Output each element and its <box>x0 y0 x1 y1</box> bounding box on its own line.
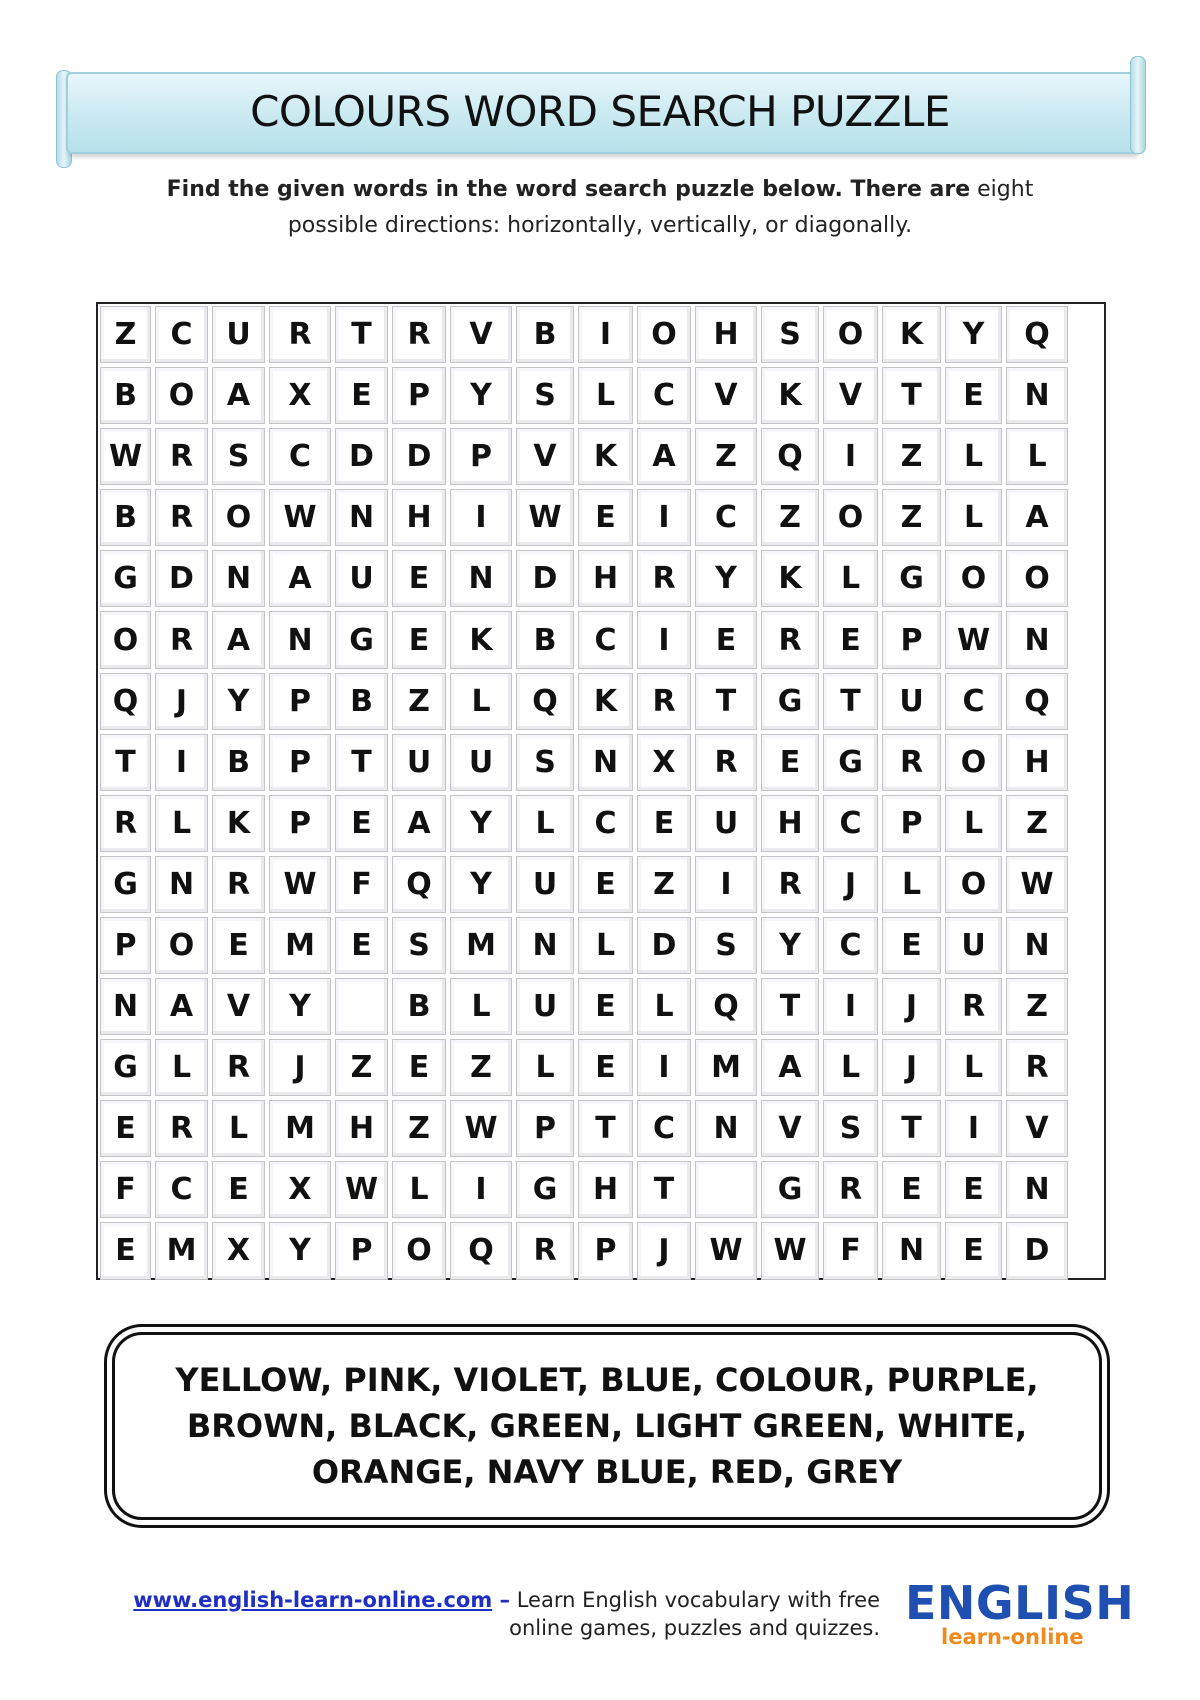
grid-cell[interactable]: B <box>100 367 151 424</box>
grid-cell[interactable]: K <box>882 306 941 363</box>
grid-cell[interactable]: L <box>578 917 633 974</box>
grid-cell[interactable]: G <box>761 1161 819 1218</box>
grid-cell[interactable] <box>695 1161 757 1218</box>
grid-cell[interactable]: S <box>761 306 819 363</box>
grid-cell[interactable]: N <box>1006 367 1068 424</box>
grid-cell[interactable]: R <box>945 978 1002 1035</box>
grid-cell[interactable]: Q <box>1006 673 1068 730</box>
word-list-line: ORANGE, NAVY BLUE, RED, GREY <box>311 1453 903 1491</box>
grid-cell[interactable]: Z <box>100 306 151 363</box>
grid-cell[interactable]: E <box>882 917 941 974</box>
grid-cell[interactable]: A <box>269 550 331 607</box>
grid-cell[interactable]: W <box>335 1161 388 1218</box>
grid-cell[interactable]: W <box>269 856 331 913</box>
grid-cell[interactable]: Z <box>882 489 941 546</box>
grid-cell[interactable]: T <box>578 1100 633 1157</box>
grid-cell[interactable]: I <box>155 734 208 791</box>
grid-cell[interactable]: W <box>450 1100 512 1157</box>
grid-cell[interactable]: M <box>450 917 512 974</box>
grid-cell[interactable]: L <box>823 550 878 607</box>
grid-cell[interactable]: Y <box>450 795 512 852</box>
grid-cell[interactable]: Z <box>335 1039 388 1096</box>
grid-cell[interactable]: E <box>882 1161 941 1218</box>
grid-cell[interactable]: E <box>100 1222 151 1279</box>
grid-cell[interactable]: L <box>637 978 691 1035</box>
grid-cell[interactable]: R <box>392 306 446 363</box>
grid-cell[interactable]: B <box>335 673 388 730</box>
grid-cell[interactable]: R <box>155 428 208 485</box>
grid-cell[interactable]: I <box>450 489 512 546</box>
grid-cell[interactable]: J <box>823 856 878 913</box>
grid-cell[interactable]: L <box>516 1039 574 1096</box>
grid-cell[interactable]: N <box>212 550 265 607</box>
grid-cell[interactable]: D <box>1006 1222 1068 1279</box>
grid-cell[interactable]: W <box>945 611 1002 668</box>
grid-cell[interactable]: E <box>578 978 633 1035</box>
grid-cell[interactable]: Y <box>945 306 1002 363</box>
footer-tagline-2: online games, puzzles and quizzes. <box>509 1616 880 1640</box>
grid-cell[interactable]: E <box>335 917 388 974</box>
grid-cell[interactable]: Y <box>450 856 512 913</box>
grid-cell[interactable]: H <box>335 1100 388 1157</box>
grid-cell[interactable]: E <box>212 917 265 974</box>
grid-cell[interactable]: L <box>578 367 633 424</box>
grid-cell[interactable]: I <box>637 1039 691 1096</box>
grid-cell[interactable]: I <box>578 306 633 363</box>
grid-cell[interactable]: T <box>823 673 878 730</box>
grid-cell[interactable]: P <box>100 917 151 974</box>
grid-cell[interactable]: V <box>823 367 878 424</box>
grid-cell[interactable]: C <box>578 611 633 668</box>
grid-cell[interactable]: X <box>269 1161 331 1218</box>
grid-cell[interactable]: R <box>637 673 691 730</box>
grid-cell[interactable]: E <box>335 795 388 852</box>
grid-cell[interactable]: R <box>1006 1039 1068 1096</box>
grid-cell[interactable]: E <box>578 856 633 913</box>
grid-cell[interactable]: R <box>695 734 757 791</box>
grid-cell[interactable]: Z <box>392 1100 446 1157</box>
grid-cell[interactable]: U <box>695 795 757 852</box>
grid-cell[interactable]: C <box>945 673 1002 730</box>
grid-cell[interactable]: L <box>450 673 512 730</box>
grid-cell[interactable]: R <box>155 1100 208 1157</box>
grid-cell[interactable]: Y <box>695 550 757 607</box>
grid-cell[interactable]: E <box>761 734 819 791</box>
grid-cell[interactable]: V <box>516 428 574 485</box>
grid-cell[interactable]: V <box>1006 1100 1068 1157</box>
grid-cell[interactable]: G <box>335 611 388 668</box>
grid-cell[interactable]: E <box>695 611 757 668</box>
instructions-direction-count: eight <box>970 177 1034 202</box>
grid-cell[interactable]: M <box>269 917 331 974</box>
grid-cell[interactable]: L <box>212 1100 265 1157</box>
grid-cell[interactable]: L <box>450 978 512 1035</box>
grid-cell[interactable]: R <box>269 306 331 363</box>
grid-cell[interactable]: N <box>155 856 208 913</box>
word-list-line: YELLOW, PINK, VIOLET, BLUE, COLOUR, PURPLE, <box>175 1361 1039 1399</box>
grid-cell[interactable]: N <box>516 917 574 974</box>
grid-cell[interactable]: L <box>945 1039 1002 1096</box>
grid-cell[interactable]: S <box>516 734 574 791</box>
grid-cell[interactable]: N <box>882 1222 941 1279</box>
grid-cell[interactable]: G <box>100 856 151 913</box>
grid-cell[interactable]: S <box>392 917 446 974</box>
grid-cell[interactable]: O <box>823 306 878 363</box>
grid-cell[interactable]: Q <box>1006 306 1068 363</box>
grid-cell[interactable]: W <box>761 1222 819 1279</box>
grid-cell[interactable]: R <box>155 611 208 668</box>
grid-cell[interactable]: F <box>335 856 388 913</box>
grid-cell[interactable]: N <box>269 611 331 668</box>
instructions <box>100 172 1100 244</box>
grid-cell[interactable]: P <box>269 795 331 852</box>
grid-cell[interactable]: V <box>450 306 512 363</box>
instructions-directions: possible directions: horizontally, vertically, or diagonally. <box>287 213 913 238</box>
grid-cell[interactable]: C <box>695 489 757 546</box>
grid-cell[interactable]: S <box>516 367 574 424</box>
grid-cell[interactable]: U <box>212 306 265 363</box>
logo-main-text: ENGLISH <box>905 1576 1135 1630</box>
logo-sub-text: learn-online <box>941 1625 1084 1649</box>
grid-cell[interactable]: T <box>637 1161 691 1218</box>
grid-cell[interactable]: G <box>761 673 819 730</box>
grid-cell[interactable]: A <box>155 978 208 1035</box>
grid-cell[interactable]: P <box>578 1222 633 1279</box>
grid-cell[interactable]: L <box>945 489 1002 546</box>
grid-cell[interactable]: P <box>269 734 331 791</box>
grid-cell[interactable]: S <box>212 428 265 485</box>
grid-cell[interactable]: T <box>882 1100 941 1157</box>
grid-cell[interactable]: J <box>882 1039 941 1096</box>
grid-cell[interactable]: K <box>578 673 633 730</box>
grid-cell[interactable]: L <box>1006 428 1068 485</box>
grid-cell[interactable]: L <box>155 1039 208 1096</box>
grid-cell[interactable]: E <box>945 1222 1002 1279</box>
grid-cell[interactable]: G <box>882 550 941 607</box>
grid-cell[interactable]: U <box>450 734 512 791</box>
grid-cell[interactable]: D <box>637 917 691 974</box>
grid-cell[interactable]: Q <box>450 1222 512 1279</box>
grid-cell[interactable]: N <box>335 489 388 546</box>
grid-cell[interactable]: E <box>945 1161 1002 1218</box>
grid-cell[interactable]: S <box>823 1100 878 1157</box>
grid-cell[interactable]: L <box>516 795 574 852</box>
grid-cell[interactable]: R <box>212 1039 265 1096</box>
grid-cell[interactable] <box>335 978 388 1035</box>
grid-cell[interactable]: E <box>335 367 388 424</box>
grid-cell[interactable]: G <box>100 550 151 607</box>
grid-cell[interactable]: R <box>761 856 819 913</box>
grid-cell[interactable]: H <box>578 550 633 607</box>
grid-cell[interactable]: N <box>578 734 633 791</box>
english-learn-online-logo <box>905 1576 1135 1650</box>
grid-cell[interactable]: K <box>761 550 819 607</box>
grid-cell[interactable]: Q <box>100 673 151 730</box>
grid-cell[interactable]: V <box>761 1100 819 1157</box>
grid-cell[interactable]: E <box>945 367 1002 424</box>
grid-cell[interactable]: H <box>1006 734 1068 791</box>
grid-cell[interactable]: U <box>516 856 574 913</box>
grid-cell[interactable]: I <box>823 428 878 485</box>
grid-cell[interactable]: I <box>823 978 878 1035</box>
grid-cell[interactable]: P <box>269 673 331 730</box>
grid-cell[interactable]: H <box>695 306 757 363</box>
grid-cell[interactable]: V <box>212 978 265 1035</box>
grid-cell[interactable]: E <box>392 611 446 668</box>
grid-cell[interactable]: J <box>269 1039 331 1096</box>
grid-cell[interactable]: R <box>637 550 691 607</box>
grid-cell[interactable]: G <box>100 1039 151 1096</box>
footer-tagline-1: Learn English vocabulary with free <box>510 1588 880 1612</box>
page-title: COLOURS WORD SEARCH PUZZLE <box>250 86 950 136</box>
grid-cell[interactable]: B <box>516 611 574 668</box>
grid-cell[interactable]: S <box>695 917 757 974</box>
grid-cell[interactable]: L <box>945 428 1002 485</box>
grid-cell[interactable]: R <box>212 856 265 913</box>
grid-cell[interactable]: Q <box>761 428 819 485</box>
grid-cell[interactable]: M <box>155 1222 208 1279</box>
grid-cell[interactable]: G <box>823 734 878 791</box>
grid-cell[interactable]: E <box>392 550 446 607</box>
grid-cell[interactable]: I <box>945 1100 1002 1157</box>
footer <box>110 1586 880 1642</box>
grid-cell[interactable]: Q <box>695 978 757 1035</box>
grid-cell[interactable]: Z <box>882 428 941 485</box>
grid-cell[interactable]: L <box>155 795 208 852</box>
grid-cell[interactable]: C <box>823 795 878 852</box>
grid-cell[interactable]: W <box>269 489 331 546</box>
grid-cell[interactable]: N <box>1006 917 1068 974</box>
grid-cell[interactable]: O <box>945 734 1002 791</box>
grid-cell[interactable]: E <box>392 1039 446 1096</box>
grid-cell[interactable]: J <box>882 978 941 1035</box>
grid-cell[interactable]: G <box>516 1161 574 1218</box>
grid-cell[interactable]: A <box>212 367 265 424</box>
grid-cell[interactable]: F <box>823 1222 878 1279</box>
grid-cell[interactable]: O <box>945 550 1002 607</box>
grid-cell[interactable]: D <box>335 428 388 485</box>
grid-cell[interactable]: T <box>761 978 819 1035</box>
word-list-line: BROWN, BLACK, GREEN, LIGHT GREEN, WHITE, <box>186 1407 1028 1445</box>
grid-cell[interactable]: N <box>450 550 512 607</box>
grid-cell[interactable]: E <box>212 1161 265 1218</box>
grid-cell[interactable]: R <box>100 795 151 852</box>
footer-dash: – <box>492 1588 511 1612</box>
grid-cell[interactable]: Z <box>1006 978 1068 1035</box>
grid-cell[interactable]: X <box>269 367 331 424</box>
grid-cell[interactable]: M <box>269 1100 331 1157</box>
grid-cell[interactable]: B <box>212 734 265 791</box>
grid-cell[interactable]: I <box>637 611 691 668</box>
grid-cell[interactable]: O <box>100 611 151 668</box>
grid-cell[interactable]: X <box>212 1222 265 1279</box>
grid-cell[interactable]: K <box>761 367 819 424</box>
grid-cell[interactable]: Y <box>761 917 819 974</box>
grid-cell[interactable]: O <box>823 489 878 546</box>
grid-cell[interactable]: L <box>882 856 941 913</box>
grid-cell[interactable]: L <box>392 1161 446 1218</box>
grid-cell[interactable]: C <box>155 306 208 363</box>
grid-cell[interactable]: F <box>100 1161 151 1218</box>
grid-cell[interactable]: L <box>945 795 1002 852</box>
grid-cell[interactable]: C <box>269 428 331 485</box>
grid-cell[interactable]: A <box>392 795 446 852</box>
grid-cell[interactable]: L <box>823 1039 878 1096</box>
grid-cell[interactable]: E <box>637 795 691 852</box>
grid-cell[interactable]: O <box>212 489 265 546</box>
grid-cell[interactable]: P <box>392 367 446 424</box>
grid-cell[interactable]: P <box>335 1222 388 1279</box>
grid-cell[interactable]: Z <box>695 428 757 485</box>
grid-cell[interactable]: B <box>516 306 574 363</box>
word-search-grid[interactable] <box>96 302 1106 1280</box>
grid-cell[interactable]: C <box>637 1100 691 1157</box>
grid-cell[interactable]: A <box>637 428 691 485</box>
site-link[interactable]: www.english-learn-online.com <box>133 1588 493 1612</box>
grid-cell[interactable]: U <box>516 978 574 1035</box>
grid-cell[interactable]: E <box>823 611 878 668</box>
grid-cell[interactable]: P <box>882 611 941 668</box>
grid-cell[interactable]: C <box>155 1161 208 1218</box>
grid-cell[interactable]: R <box>882 734 941 791</box>
grid-cell[interactable]: J <box>637 1222 691 1279</box>
grid-cell[interactable]: U <box>392 734 446 791</box>
grid-cell[interactable]: R <box>155 489 208 546</box>
grid-cell[interactable]: W <box>100 428 151 485</box>
grid-cell[interactable]: D <box>516 550 574 607</box>
grid-cell[interactable]: N <box>100 978 151 1035</box>
grid-cell[interactable]: A <box>1006 489 1068 546</box>
grid-cell[interactable]: Z <box>450 1039 512 1096</box>
grid-cell[interactable]: K <box>212 795 265 852</box>
grid-cell[interactable]: B <box>100 489 151 546</box>
title-banner <box>56 62 1146 160</box>
grid-cell[interactable]: E <box>100 1100 151 1157</box>
grid-cell[interactable]: A <box>212 611 265 668</box>
instructions-lead: Find the given words in the word search puzzle below. There are <box>166 177 971 202</box>
grid-cell[interactable]: N <box>1006 611 1068 668</box>
grid-cell[interactable]: Z <box>392 673 446 730</box>
grid-cell[interactable]: X <box>637 734 691 791</box>
grid-cell[interactable]: C <box>578 795 633 852</box>
grid-cell[interactable]: Y <box>212 673 265 730</box>
grid-cell[interactable]: Z <box>761 489 819 546</box>
grid-cell[interactable]: E <box>578 1039 633 1096</box>
grid-cell[interactable]: P <box>516 1100 574 1157</box>
grid-cell[interactable]: Q <box>392 856 446 913</box>
grid-cell[interactable]: D <box>155 550 208 607</box>
word-list-box <box>112 1332 1102 1520</box>
grid-cell[interactable]: O <box>392 1222 446 1279</box>
grid-cell[interactable]: I <box>450 1161 512 1218</box>
grid-cell[interactable]: T <box>100 734 151 791</box>
grid-cell[interactable]: Y <box>269 1222 331 1279</box>
grid-cell[interactable]: A <box>761 1039 819 1096</box>
grid-cell[interactable]: V <box>695 367 757 424</box>
grid-cell[interactable]: J <box>155 673 208 730</box>
grid-cell[interactable]: I <box>637 489 691 546</box>
grid-cell[interactable]: P <box>450 428 512 485</box>
grid-cell[interactable]: H <box>392 489 446 546</box>
grid-cell[interactable]: P <box>882 795 941 852</box>
grid-cell[interactable]: T <box>695 673 757 730</box>
grid-cell[interactable]: U <box>882 673 941 730</box>
grid-cell[interactable]: U <box>945 917 1002 974</box>
grid-cell[interactable]: O <box>637 306 691 363</box>
grid-cell[interactable]: N <box>695 1100 757 1157</box>
grid-cell[interactable]: U <box>335 550 388 607</box>
grid-cell[interactable]: Q <box>516 673 574 730</box>
grid-cell[interactable]: T <box>882 367 941 424</box>
grid-cell[interactable]: E <box>578 489 633 546</box>
word-list <box>142 1357 1072 1495</box>
grid-cell[interactable]: W <box>695 1222 757 1279</box>
grid-cell[interactable]: K <box>450 611 512 668</box>
grid-cell[interactable]: H <box>761 795 819 852</box>
grid-cell[interactable]: R <box>516 1222 574 1279</box>
grid-cell[interactable]: Z <box>637 856 691 913</box>
grid-cell[interactable]: W <box>1006 856 1068 913</box>
grid-cell[interactable]: N <box>1006 1161 1068 1218</box>
grid-cell[interactable]: O <box>155 917 208 974</box>
grid-cell[interactable]: O <box>1006 550 1068 607</box>
grid-cell[interactable]: I <box>695 856 757 913</box>
grid-cell[interactable]: T <box>335 306 388 363</box>
grid-cell[interactable]: R <box>761 611 819 668</box>
grid-cell[interactable]: O <box>945 856 1002 913</box>
grid-cell[interactable]: H <box>578 1161 633 1218</box>
grid-cell[interactable]: Y <box>450 367 512 424</box>
grid-cell[interactable]: T <box>335 734 388 791</box>
grid-cell[interactable]: K <box>578 428 633 485</box>
grid-cell[interactable]: C <box>823 917 878 974</box>
grid-cell[interactable]: D <box>392 428 446 485</box>
grid-cell[interactable]: Z <box>1006 795 1068 852</box>
grid-cell[interactable]: R <box>823 1161 878 1218</box>
grid-cell[interactable]: B <box>392 978 446 1035</box>
grid-cell[interactable]: O <box>155 367 208 424</box>
grid-cell[interactable]: M <box>695 1039 757 1096</box>
grid-cell[interactable]: C <box>637 367 691 424</box>
grid-cell[interactable]: W <box>516 489 574 546</box>
grid-cell[interactable]: Y <box>269 978 331 1035</box>
